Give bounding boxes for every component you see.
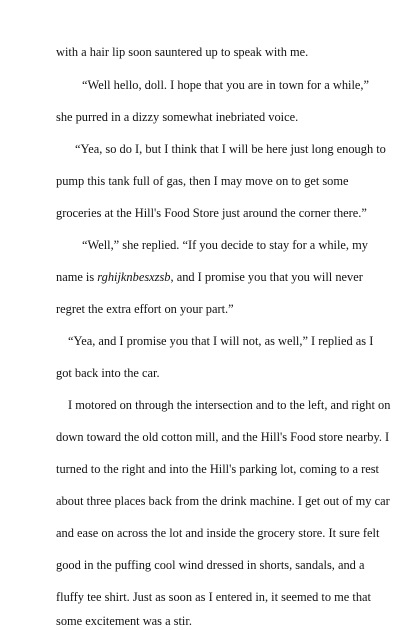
text-line: “Well hello, doll. I hope that you are in town for a while,” <box>82 78 369 92</box>
text-line: “Yea, and I promise you that I will not, as well,” I replied as I <box>68 334 374 348</box>
text-segment: name is <box>56 270 98 284</box>
text-line: fluffy tee shirt. Just as soon as I entered in, it seemed to me that <box>56 590 371 604</box>
text-line: about three places back from the drink machine. I get out of my car <box>56 494 390 508</box>
text-line: regret the extra effort on your part.” <box>56 302 234 316</box>
text-line: she purred in a dizzy somewhat inebriated voice. <box>56 110 299 124</box>
text-line: with a hair lip soon sauntered up to speak with me. <box>56 45 309 59</box>
text-line: I motored on through the intersection and to the left, and right on <box>68 398 391 412</box>
text-line: “Yea, so do I, but I think that I will be here just long enough to <box>75 142 386 156</box>
text-line: some excitement was a stir. <box>56 614 192 628</box>
text-line: good in the puffing cool wind dressed in shorts, sandals, and a <box>56 558 365 572</box>
text-segment: , and I promise you that you will never <box>170 270 363 284</box>
text-line: pump this tank full of gas, then I may move on to get some <box>56 174 349 188</box>
text-line: got back into the car. <box>56 366 160 380</box>
text-line: down toward the old cotton mill, and the Hill's Food store nearby. I <box>56 430 390 444</box>
italic-name: rghijknbesxzsb <box>97 270 171 284</box>
text-line: and ease on across the lot and inside the grocery store. It sure felt <box>56 526 380 540</box>
text-line: “Well,” she replied. “If you decide to stay for a while, my <box>82 238 368 252</box>
text-line: groceries at the Hill's Food Store just around the corner there.” <box>56 206 367 220</box>
text-line: turned to the right and into the Hill's parking lot, coming to a rest <box>56 462 379 476</box>
text-line <box>56 269 363 285</box>
